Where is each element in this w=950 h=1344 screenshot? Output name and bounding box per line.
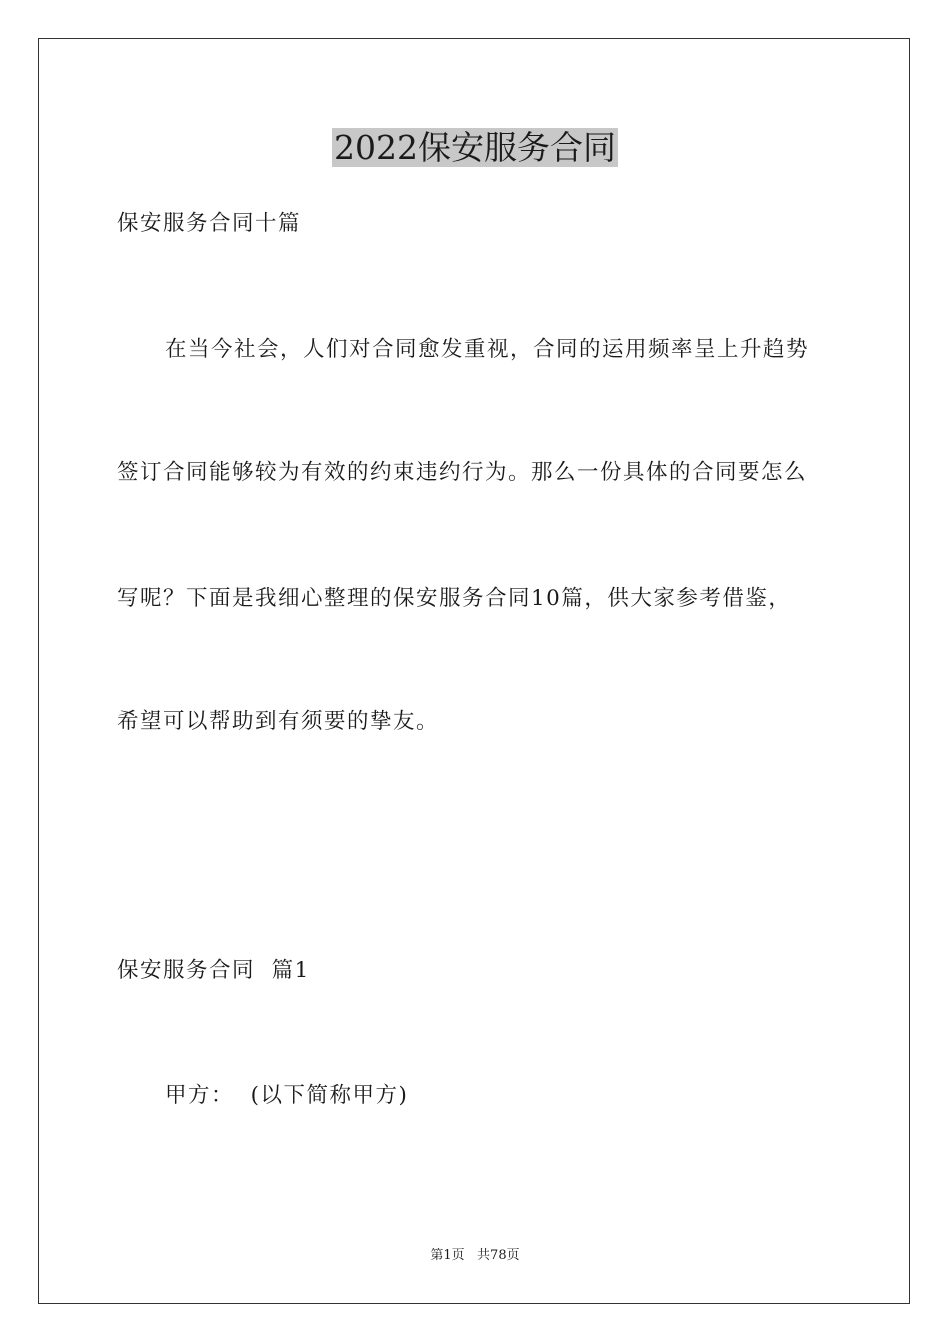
intro-line-2: 签订合同能够较为有效的约束违约行为。那么一份具体的合同要怎么 <box>117 460 808 485</box>
section-heading: 保安服务合同 篇1 <box>117 958 310 983</box>
intro-line-1: 在当今社会，人们对合同愈发重视，合同的运用频率呈上升趋势 <box>165 337 810 362</box>
document-subtitle: 保安服务合同十篇 <box>117 211 302 236</box>
document-title <box>0 124 950 172</box>
page-footer: 第1页 共78页 <box>430 1248 520 1263</box>
intro-line-4: 希望可以帮助到有须要的挚友。 <box>117 709 440 734</box>
party-a-line: 甲方： (以下简称甲方) <box>165 1083 409 1108</box>
intro-line-3: 写呢？下面是我细心整理的保安服务合同10篇，供大家参考借鉴， <box>117 586 792 611</box>
document-title-text: 2022保安服务合同 <box>334 128 616 167</box>
